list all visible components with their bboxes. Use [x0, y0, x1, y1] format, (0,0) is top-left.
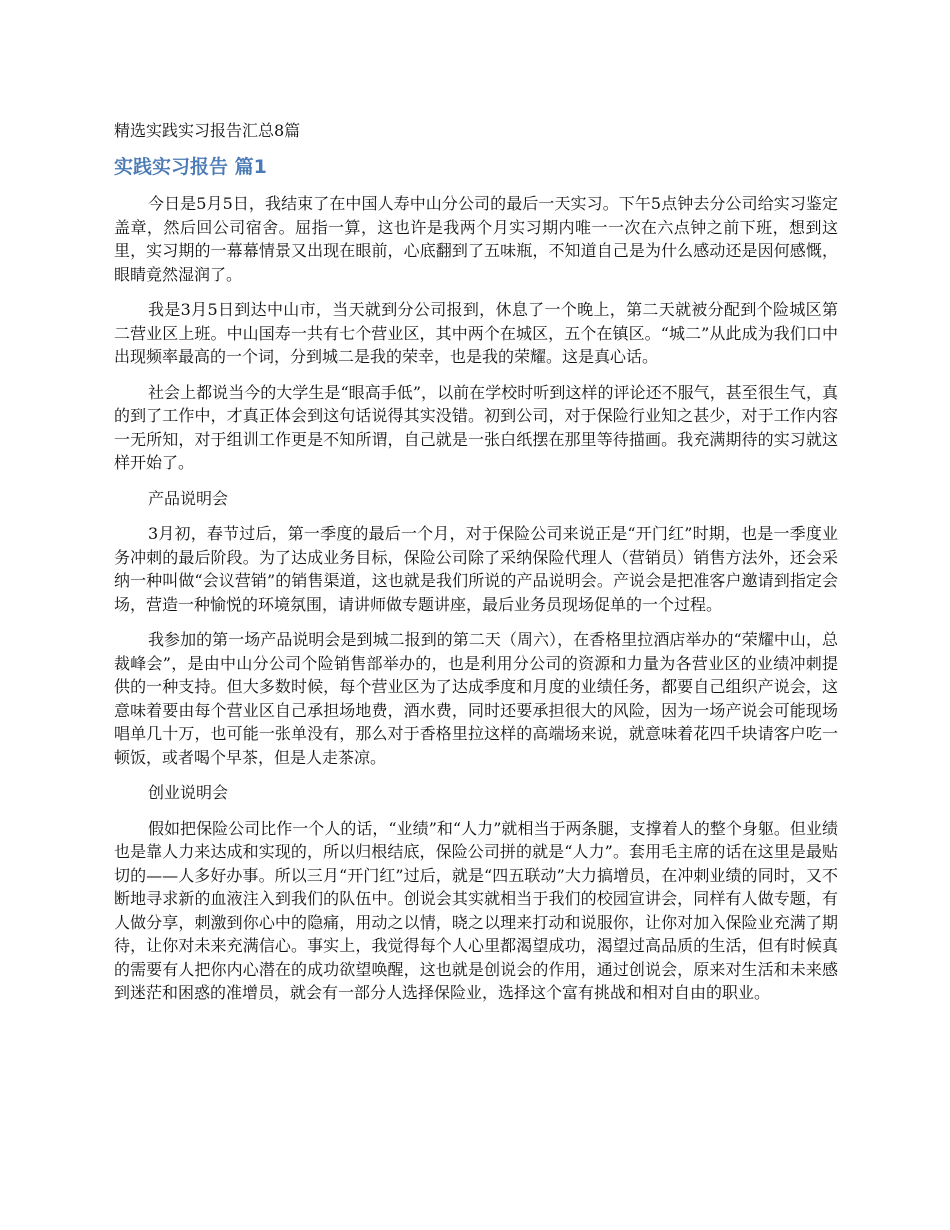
body-paragraph: 我参加的第一场产品说明会是到城二报到的第二天（周六），在香格里拉酒店举办的“荣耀中山，总裁峰会”，是由中山分公司个险销售部举办的，也是利用分公司的资源和力量为各营业区的业绩冲刺提供的一种支持。但大多数时候，每个营业区为了达成季度和月度的业绩任务，都要自己组织产说会，这意味着要由每个营业区自己承担场地费，酒水费，同时还要承担很大的风险，因为一场产说会可能现场唱单几十万，也可能一张单没有，那么对于香格里拉这样的高端场来说，就意味着花四千块请客户吃一顿饭，或者喝个早茶，但是人走茶凉。: [114, 630, 838, 767]
document-title: 精选实践实习报告汇总8篇: [114, 121, 301, 140]
subsection-heading: 产品说明会: [148, 488, 229, 508]
subsection-heading: 创业说明会: [148, 783, 229, 802]
body-paragraph: 假如把保险公司比作一个人的话，“业绩”和“人力”就相当于两条腿，支撑着人的整个身躯。但业绩也是靠人力来达成和实现的，所以归根结底，保险公司拼的就是“人力”。套用毛主席的话在这里是最贴切的——人多好办事。所以三月“开门红”过后，就是“四五联动”大力搞增员，在冲刺业绩的同时，又不断地寻求新的血液注入到我们的队伍中。创说会其实就相当于我们的校园宣讲会，同样有人做专题，有人做分享，刺激到你心中的隐痛，用动之以情，晓之以理来打动和说服你，让你对加入保险业充满了期待，让你对未来充满信心。事实上，我觉得每个人心里都渴望成功，渴望过高品质的生活，但有时候真的需要有人把你内心潜在的成功欲望唤醒，这也就是创说会的作用，通过创说会，原来对生活和未来感到迷茫和困惑的准增员，就会有一部分人选择保险业，选择这个富有挑战和相对自由的职业。: [114, 818, 838, 1002]
section-heading: 实践实习报告 篇1: [114, 156, 267, 178]
document-body: [114, 192, 838, 1005]
document-page: [114, 120, 838, 1017]
body-paragraph: 今日是5月5日，我结束了在中国人寿中山分公司的最后一天实习。下午5点钟去分公司给实习鉴定盖章，然后回公司宿舍。屈指一算，这也许是我两个月实习期内唯一一次在六点钟之前下班，想到这里，实习期的一幕幕情景又出现在眼前，心底翻到了五味瓶，不知道自己是为什么感动还是因何感慨，眼睛竟然湿润了。: [114, 194, 838, 284]
body-paragraph: 3月初，春节过后，第一季度的最后一个月，对于保险公司来说正是“开门红”时期，也是一季度业务冲刺的最后阶段。为了达成业务目标，保险公司除了采纳保险代理人（营销员）销售方法外，还会采纳一种叫做“会议营销”的销售渠道，这也就是我们所说的产品说明会。产说会是把准客户邀请到指定会场，营造一种愉悦的环境氛围，请讲师做专题讲座，最后业务员现场促单的一个过程。: [114, 524, 838, 614]
body-paragraph: 社会上都说当今的大学生是“眼高手低”，以前在学校时听到这样的评论还不服气，甚至很生气，真的到了工作中，才真正体会到这句话说得其实没错。初到公司，对于保险行业知之甚少，对于工作内容一无所知，对于组训工作更是不知所谓，自己就是一张白纸摆在那里等待描画。我充满期待的实习就这样开始了。: [114, 382, 838, 472]
body-paragraph: 我是3月5日到达中山市，当天就到分公司报到，休息了一个晚上，第二天就被分配到个险城区第二营业区上班。中山国寿一共有七个营业区，其中两个在城区，五个在镇区。“城二”从此成为我们口中出现频率最高的一个词，分到城二是我的荣幸，也是我的荣耀。这是真心话。: [114, 300, 838, 366]
